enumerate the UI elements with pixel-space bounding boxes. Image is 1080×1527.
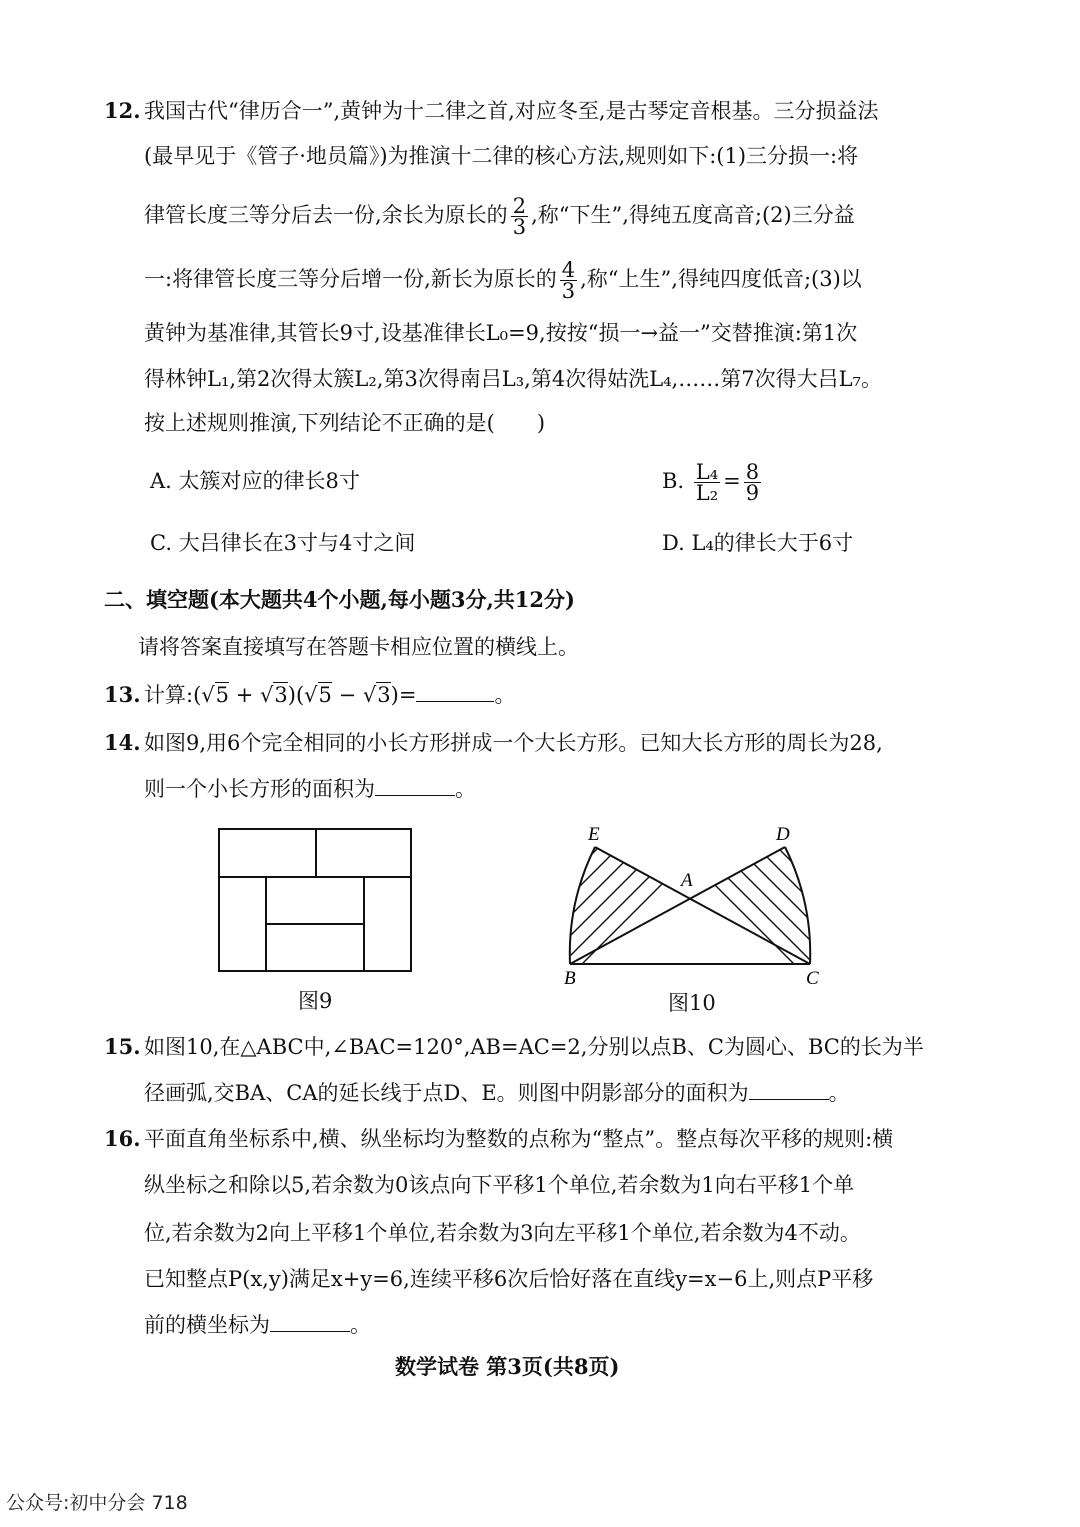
fraction-four-thirds: $\frac{4}{3}$ — [561, 258, 576, 303]
q12-number: 12. — [104, 98, 141, 123]
label-d: D — [776, 824, 790, 845]
section2-instruction: 请将答案直接填写在答题卡相应位置的横线上。 — [138, 635, 579, 659]
q16-line4: 已知整点P(x,y)满足x+y=6,连续平移6次后恰好落在直线y=x−6上,则点P平移 — [144, 1267, 874, 1291]
segment-ce — [595, 847, 810, 964]
q16-line2: 纵坐标之和除以5,若余数为0该点向下平移1个单位,若余数为1向右平移1个单 — [144, 1173, 855, 1197]
q16-line3: 位,若余数为2向上平移1个单位,若余数为3向左平移1个单位,若余数为4不动。 — [144, 1221, 861, 1245]
q16-number: 16. — [104, 1126, 141, 1151]
q13-line: 13. 计算:(√5 + √3)(√5 − √3)= 。 — [104, 680, 515, 710]
q15-answer-blank[interactable] — [749, 1079, 829, 1100]
q12-option-a: A. 太簇对应的律长8寸 — [150, 469, 360, 493]
fraction-eight-ninths: $\frac{8}{9}$ — [745, 460, 760, 505]
q13-number: 13. — [104, 682, 141, 707]
page-footer: 数学试卷 第3页(共8页) — [395, 1354, 620, 1379]
q14-answer-blank[interactable] — [375, 775, 455, 796]
q12-option-c: C. 大吕律长在3寸与4寸之间 — [150, 531, 416, 555]
q12-line7: 按上述规则推演,下列结论不正确的是( ) — [144, 411, 546, 435]
q16-line1: 16. 平面直角坐标系中,横、纵坐标均为整数的点称为“整点”。整点每次平移的规则:横 — [104, 1124, 893, 1154]
q12-line3: 律管长度三等分后去一份,余长为原长的 $\frac{2}{3}$ ,称“下生”,得纯五度高音;(2)三分益 — [144, 194, 855, 239]
q16-answer-blank[interactable] — [270, 1311, 350, 1332]
q14-line1: 14. 如图9,用6个完全相同的小长方形拼成一个大长方形。已知大长方形的周长为28, — [104, 728, 883, 758]
q12-option-b: B. $\frac{\text{L₄}}{\text{L₂}}$ = $\frac{8}{9}$ — [662, 460, 760, 505]
fig9-caption: 图9 — [298, 989, 333, 1013]
label-c: C — [806, 968, 819, 988]
arc-cd — [785, 847, 810, 964]
q14-number: 14. — [104, 730, 141, 755]
q13-answer-blank[interactable] — [416, 681, 494, 702]
q15-number: 15. — [104, 1034, 141, 1059]
fig10-caption: 图10 — [668, 991, 716, 1015]
label-a: A — [681, 870, 693, 891]
label-b: B — [564, 968, 576, 988]
q12-line2: (最早见于《管子·地员篇》)为推演十二律的核心方法,规则如下:(1)三分损一:将 — [144, 144, 859, 168]
watermark: 公众号:初中分会 718 — [6, 1492, 188, 1514]
q15-line1: 15. 如图10,在△ABC中,∠BAC=120°,AB=AC=2,分别以点B、C为圆心、BC的长为半 — [104, 1032, 924, 1062]
figure-10 — [548, 818, 838, 988]
label-e: E — [588, 824, 600, 845]
arc-be — [570, 847, 595, 964]
q16-line5: 前的横坐标为 。 — [144, 1313, 371, 1337]
q12-line1: 12. 我国古代“律历合一”,黄钟为十二律之首,对应冬至,是古琴定音根基。三分损益法 — [104, 96, 879, 126]
fraction-two-thirds: $\frac{2}{3}$ — [512, 194, 527, 239]
section2-title: 二、填空题(本大题共4个小题,每小题3分,共12分) — [104, 587, 575, 612]
q12-line4: 一:将律管长度三等分后增一份,新长为原长的 $\frac{4}{3}$ ,称“上生”,得纯四度低音;(3)以 — [144, 258, 862, 303]
q14-line2: 则一个小长方形的面积为 。 — [144, 777, 476, 801]
q12-option-d: D. L₄的律长大于6寸 — [662, 531, 854, 555]
q12-line5: 黄钟为基准律,其管长9寸,设基准律长L₀=9,按按“损一→益一”交替推演:第1次 — [144, 321, 858, 345]
q12-line6: 得林钟L₁,第2次得太簇L₂,第3次得南吕L₃,第4次得姑洗L₄,……第7次得大吕L₇。 — [144, 367, 882, 391]
q15-line2: 径画弧,交BA、CA的延长线于点D、E。则图中阴影部分的面积为 。 — [144, 1081, 850, 1105]
figure-9 — [214, 824, 416, 976]
ratio-l4-l2: $\frac{\text{L₄}}{\text{L₂}}$ — [695, 460, 719, 505]
